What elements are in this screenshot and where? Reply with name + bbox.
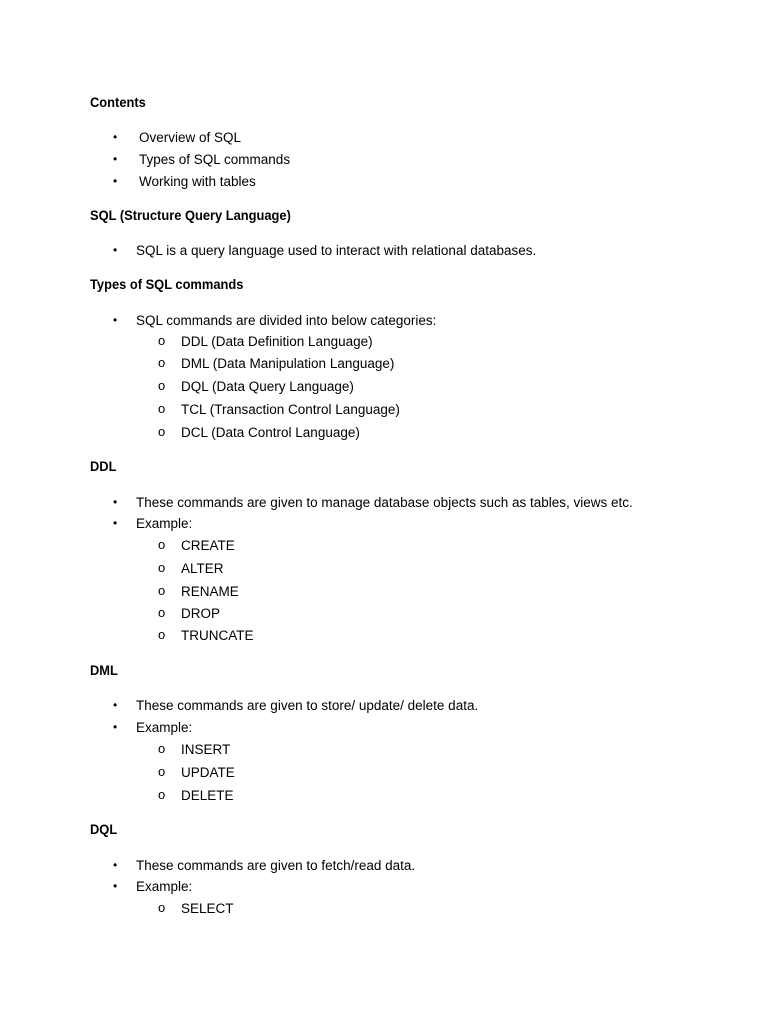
sub-list-item: INSERT: [181, 742, 231, 757]
sub-bullet-icon: o: [158, 627, 166, 642]
bullet-icon: •: [113, 858, 118, 872]
section-heading-dql: DQL: [90, 821, 118, 837]
sub-list-item: DROP: [181, 606, 221, 621]
list-item: These commands are given to fetch/read data.: [136, 858, 416, 873]
sub-list-item: RENAME: [181, 584, 239, 599]
sub-bullet-icon: o: [158, 764, 166, 779]
bullet-icon: •: [113, 152, 118, 166]
sub-bullet-icon: o: [158, 605, 166, 620]
bullet-icon: •: [113, 720, 118, 734]
list-item: Example:: [136, 879, 193, 894]
section-heading-sql: SQL (Structure Query Language): [90, 207, 291, 223]
sub-bullet-icon: o: [158, 537, 166, 552]
list-item: Example:: [136, 720, 193, 735]
sub-list-item: ALTER: [181, 561, 224, 576]
section-heading-types: Types of SQL commands: [90, 276, 244, 292]
sub-bullet-icon: o: [158, 424, 166, 439]
list-item: Working with tables: [139, 174, 256, 189]
sub-bullet-icon: o: [158, 583, 166, 598]
bullet-icon: •: [113, 698, 118, 712]
bullet-icon: •: [113, 243, 118, 257]
list-item: SQL is a query language used to interact with relational databases.: [136, 243, 537, 258]
bullet-icon: •: [113, 313, 118, 327]
bullet-icon: •: [113, 174, 118, 188]
sub-list-item: DDL (Data Definition Language): [181, 334, 373, 349]
list-item: SQL commands are divided into below categories:: [136, 313, 437, 328]
bullet-icon: •: [113, 516, 118, 530]
sub-bullet-icon: o: [158, 355, 166, 370]
sub-bullet-icon: o: [158, 401, 166, 416]
list-item: These commands are given to manage database objects such as tables, views etc.: [136, 495, 633, 510]
sub-list-item: TCL (Transaction Control Language): [181, 402, 400, 417]
sub-bullet-icon: o: [158, 560, 166, 575]
bullet-icon: •: [113, 130, 118, 144]
bullet-icon: •: [113, 879, 118, 893]
bullet-icon: •: [113, 495, 118, 509]
sub-bullet-icon: o: [158, 787, 166, 802]
sub-bullet-icon: o: [158, 378, 166, 393]
sub-bullet-icon: o: [158, 333, 166, 348]
sub-list-item: DELETE: [181, 788, 234, 803]
section-heading-contents: Contents: [90, 94, 146, 110]
sub-list-item: TRUNCATE: [181, 628, 254, 643]
sub-list-item: DML (Data Manipulation Language): [181, 356, 395, 371]
sub-list-item: UPDATE: [181, 765, 235, 780]
sub-bullet-icon: o: [158, 900, 166, 915]
sub-list-item: CREATE: [181, 538, 235, 553]
sub-bullet-icon: o: [158, 741, 166, 756]
list-item: Types of SQL commands: [139, 152, 291, 167]
list-item: These commands are given to store/ update/ delete data.: [136, 698, 479, 713]
section-heading-ddl: DDL: [90, 458, 117, 474]
list-item: Overview of SQL: [139, 130, 242, 145]
sub-list-item: SELECT: [181, 901, 234, 916]
sub-list-item: DQL (Data Query Language): [181, 379, 354, 394]
sub-list-item: DCL (Data Control Language): [181, 425, 360, 440]
list-item: Example:: [136, 516, 193, 531]
section-heading-dml: DML: [90, 662, 118, 678]
